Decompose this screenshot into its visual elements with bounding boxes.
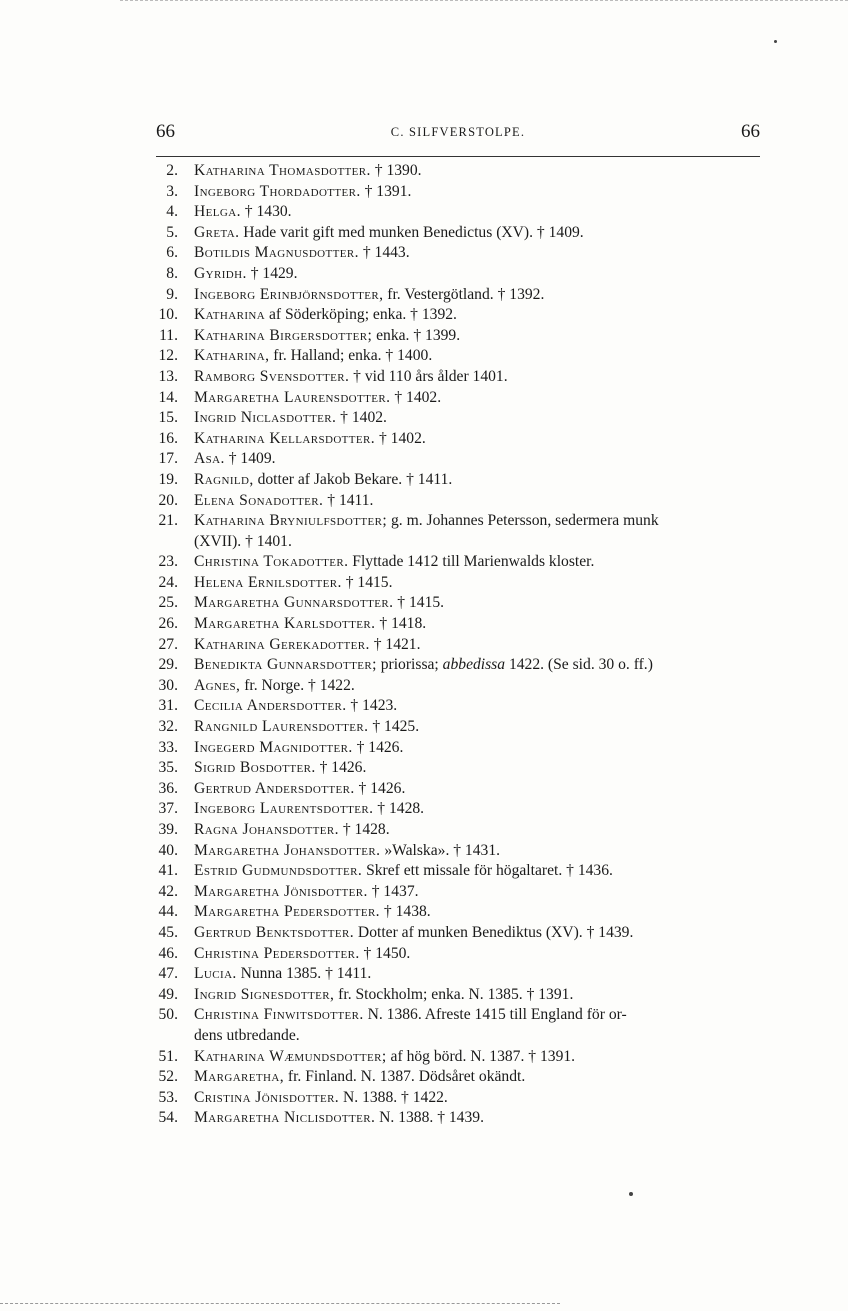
list-item: [148, 820, 770, 841]
running-head: C. SILFVERSTOLPE.: [390, 125, 526, 139]
entry-details: † 1415.: [393, 594, 445, 612]
list-item: [148, 491, 770, 512]
entry-details: † 1429.: [246, 264, 298, 282]
list-item: [148, 285, 770, 306]
list-item: [148, 779, 770, 800]
entry-number: 20.: [158, 491, 178, 509]
list-item: [148, 861, 770, 882]
entry-name: Katharina Gerekadotter.: [194, 635, 370, 653]
scan-speck: [629, 1192, 633, 1196]
entry-name: Ingrid Signesdotter,: [194, 985, 335, 1003]
list-item: [148, 326, 770, 347]
list-item: [148, 717, 770, 738]
list-item: [148, 614, 770, 635]
entry-text: [194, 408, 770, 429]
entry-continuation: [148, 1026, 770, 1047]
entry-name: Margaretha Jönisdotter.: [194, 882, 368, 900]
entry-name: Margaretha Pedersdotter.: [194, 903, 380, 921]
entry-text: [194, 573, 770, 594]
entry-name: Margaretha,: [194, 1068, 284, 1086]
list-item: [148, 511, 770, 532]
entry-text: [194, 1047, 770, 1068]
entry-details: Skref ett missale för högaltaret. † 1436.: [362, 862, 613, 880]
list-item: [148, 388, 770, 409]
entry-name: Margaretha Niclisdotter.: [194, 1109, 376, 1127]
entry-name: Katharina,: [194, 347, 270, 365]
entry-text: [194, 717, 770, 738]
entry-number: 8.: [166, 264, 178, 282]
entry-name: Lucia.: [194, 965, 237, 983]
list-item: [148, 655, 770, 676]
entry-details: † 1390.: [370, 162, 422, 179]
entry-number: 24.: [158, 573, 178, 591]
header-rule: [156, 156, 760, 157]
entry-name: Rangnild Laurensdotter.: [194, 718, 369, 736]
entry-text: [194, 491, 770, 512]
entry-text: [194, 902, 770, 923]
entry-text: [194, 1067, 770, 1088]
entry-details: † vid 110 års ålder 1401.: [349, 367, 508, 385]
entry-number: 23.: [158, 553, 178, 571]
entry-text: [194, 944, 770, 965]
list-item: [148, 449, 770, 470]
entry-details: † 1426.: [354, 779, 406, 797]
entry-name: Cecilia Andersdotter.: [194, 697, 347, 715]
entry-details: g. m. Johannes Petersson, sedermera munk: [387, 512, 659, 530]
list-item: [148, 223, 770, 244]
entry-details: † 1450.: [359, 944, 411, 962]
entry-details: † 1437.: [367, 882, 419, 900]
entry-name: Ragna Johansdotter.: [194, 821, 339, 838]
entry-details: af Söderköping; enka. † 1392.: [265, 306, 457, 324]
entry-number: 50.: [158, 1006, 178, 1024]
entry-number: 17.: [158, 450, 178, 468]
entry-name: Greta.: [194, 223, 240, 241]
entry-number: 52.: [158, 1068, 178, 1086]
list-item: [148, 676, 770, 697]
entry-text: [194, 429, 770, 450]
entry-text: [194, 449, 770, 470]
list-item: [148, 944, 770, 965]
page-number-right: 66: [741, 121, 760, 142]
entry-details: † 1430.: [240, 203, 292, 221]
entry-text: [194, 223, 770, 244]
scan-edge-bottom: [0, 1303, 560, 1305]
list-item: [148, 841, 770, 862]
list-item: [148, 367, 770, 388]
entry-number: 2.: [166, 162, 178, 179]
entry-text: [194, 1088, 770, 1109]
entry-number: 53.: [158, 1088, 178, 1106]
entry-details: † 1428.: [373, 800, 425, 818]
entry-number: 21.: [158, 512, 178, 530]
entry-details: † 1425.: [368, 718, 420, 736]
entry-name: Gertrud Benktsdotter.: [194, 923, 355, 941]
entry-details: N. 1388. † 1439.: [375, 1109, 484, 1127]
entry-number: 26.: [158, 615, 178, 633]
entry-number: 13.: [158, 367, 178, 385]
entry-details: Hade varit gift med munken Benedictus (XV). † 1409.: [239, 223, 584, 241]
entry-text: [194, 676, 770, 697]
entry-details: † 1421.: [369, 635, 421, 653]
entry-name: Estrid Gudmundsdotter.: [194, 862, 363, 880]
entry-name: Margaretha Johansdotter.: [194, 841, 381, 859]
entry-number: 4.: [166, 203, 178, 221]
entry-text: [194, 799, 770, 820]
entry-name: Christina Finwitsdotter.: [194, 1006, 364, 1024]
entry-details: »Walska». † 1431.: [380, 841, 501, 859]
entry-name: Ingeborg Thordadotter.: [194, 182, 361, 200]
entry-name: Gyridh.: [194, 264, 247, 282]
list-item: [148, 882, 770, 903]
entry-details: fr. Stockholm; enka. N. 1385. † 1391.: [334, 985, 574, 1003]
entry-text: [194, 285, 770, 306]
entry-number: 33.: [158, 738, 178, 756]
entry-text: [194, 758, 770, 779]
entry-number: 44.: [158, 903, 178, 921]
entry-details: Flyttade 1412 till Marienwalds kloster.: [348, 553, 595, 571]
entry-details: † 1428.: [338, 821, 390, 838]
entry-number: 12.: [158, 347, 178, 365]
entry-number: 54.: [158, 1109, 178, 1127]
list-item: [148, 573, 770, 594]
entry-continuation-text: (XVII). † 1401.: [194, 532, 292, 550]
entry-text: [194, 388, 770, 409]
entry-name: Helga.: [194, 203, 241, 221]
entry-number: 37.: [158, 800, 178, 818]
entry-details-italic: abbedissa: [442, 656, 506, 674]
list-item: [148, 202, 770, 223]
list-item: [148, 902, 770, 923]
entry-name: Margaretha Karlsdotter.: [194, 615, 376, 633]
entry-continuation-text: dens utbredande.: [194, 1026, 300, 1044]
entry-text: [194, 202, 770, 223]
entry-number: 10.: [158, 306, 178, 324]
entry-text: [194, 985, 770, 1006]
list-item: [148, 182, 770, 203]
list-item: [148, 964, 770, 985]
list-item: [148, 243, 770, 264]
list-item: [148, 305, 770, 326]
entry-number: 27.: [158, 635, 178, 653]
list-item: [148, 1047, 770, 1068]
entry-name: Ramborg Svensdotter.: [194, 367, 350, 385]
entry-name: Katharina Kellarsdotter.: [194, 429, 376, 447]
entry-number: 36.: [158, 779, 178, 797]
entry-text: [194, 161, 770, 182]
entry-number: 15.: [158, 409, 178, 427]
entry-name: Margaretha Laurensdotter.: [194, 388, 391, 406]
entry-number: 39.: [158, 821, 178, 838]
entry-name: Elena Sonadotter.: [194, 491, 324, 509]
entry-name: Katharina: [194, 306, 266, 324]
entry-number: 31.: [158, 697, 178, 715]
entry-details: † 1423.: [346, 697, 398, 715]
entry-name: Katharina Birgersdotter;: [194, 326, 373, 344]
page-number-left: 66: [156, 121, 175, 142]
list-item: [148, 1067, 770, 1088]
entry-details: enka. † 1399.: [372, 326, 461, 344]
entry-details: af hög börd. N. 1387. † 1391.: [386, 1047, 576, 1065]
entry-number: 16.: [158, 429, 178, 447]
entry-details: fr. Halland; enka. † 1400.: [269, 347, 433, 365]
entry-list: [148, 161, 770, 1129]
entry-name: Helena Ernilsdotter.: [194, 573, 342, 591]
entry-text: [194, 264, 770, 285]
list-item: [148, 1108, 770, 1129]
entry-name: Katharina Bryniulfsdotter;: [194, 512, 388, 530]
list-item: [148, 1088, 770, 1109]
entry-text: [194, 964, 770, 985]
entry-number: 9.: [166, 285, 178, 303]
entry-text: [194, 779, 770, 800]
entry-number: 19.: [158, 470, 178, 488]
entry-details: † 1391.: [360, 182, 412, 200]
entry-name: Benedikta Gunnarsdotter;: [194, 656, 377, 674]
entry-details: † 1402.: [390, 388, 442, 406]
entry-details: † 1402.: [336, 409, 387, 427]
entry-text: [194, 738, 770, 759]
entry-details: † 1415.: [341, 573, 393, 591]
entry-name: Ingrid Niclasdotter.: [194, 409, 337, 427]
entry-number: 42.: [158, 882, 178, 900]
entry-details: Dotter af munken Benediktus (XV). † 1439.: [354, 923, 634, 941]
entry-details: † 1418.: [375, 615, 427, 633]
entry-text: [194, 861, 770, 882]
entry-number: 3.: [166, 182, 178, 200]
entry-details: † 1426.: [315, 759, 367, 777]
entry-name: Margaretha Gunnarsdotter.: [194, 594, 394, 612]
entry-text: [194, 552, 770, 573]
entry-number: 45.: [158, 923, 178, 941]
list-item: [148, 408, 770, 429]
entry-text: [194, 470, 770, 491]
entry-text: [194, 243, 770, 264]
entry-text: [194, 614, 770, 635]
entry-name: Christina Pedersdotter.: [194, 944, 360, 962]
entry-number: 5.: [166, 223, 178, 241]
entry-text: [194, 1005, 770, 1026]
list-item: [148, 264, 770, 285]
entry-text: [194, 305, 770, 326]
entry-number: 14.: [158, 388, 178, 406]
entry-text: [194, 882, 770, 903]
list-item: [148, 923, 770, 944]
entry-details: † 1438.: [380, 903, 431, 921]
entry-name: Ingeborg Erinbjörnsdotter,: [194, 285, 384, 303]
list-item: [148, 429, 770, 450]
entry-continuation: [148, 532, 770, 553]
entry-details: priorissa;: [376, 656, 443, 674]
entry-details: † 1426.: [352, 738, 404, 756]
list-item: [148, 552, 770, 573]
entry-details: † 1411.: [323, 491, 374, 509]
entry-number: 29.: [158, 656, 178, 674]
list-item: [148, 470, 770, 491]
entry-details: † 1443.: [358, 244, 410, 262]
entry-number: 49.: [158, 985, 178, 1003]
entry-name: Agnes,: [194, 676, 241, 694]
entry-name: Ragnild,: [194, 470, 254, 488]
entry-number: 25.: [158, 594, 178, 612]
entry-details: fr. Finland. N. 1387. Dödsåret okändt.: [284, 1068, 526, 1086]
entry-name: Sigrid Bosdotter.: [194, 759, 316, 777]
entry-name: Ingeborg Laurentsdotter.: [194, 800, 374, 818]
entry-number: 11.: [159, 326, 178, 344]
entry-name: Katharina Thomasdotter.: [194, 162, 371, 179]
entry-details: † 1409.: [224, 450, 276, 468]
entry-text: [194, 923, 770, 944]
entry-text: [194, 841, 770, 862]
entry-number: 32.: [158, 718, 178, 736]
entry-details: fr. Norge. † 1422.: [240, 676, 355, 694]
entry-name: Ingegerd Magnidotter.: [194, 738, 353, 756]
list-item: [148, 1005, 770, 1026]
list-item: [148, 161, 770, 182]
entry-text: [194, 1108, 770, 1129]
entry-details: N. 1388. † 1422.: [339, 1088, 448, 1106]
entry-text: [194, 346, 770, 367]
entry-name: Botildis Magnusdotter.: [194, 244, 359, 262]
entry-name: Gertrud Andersdotter.: [194, 779, 355, 797]
list-item: [148, 696, 770, 717]
entry-text: [194, 820, 770, 841]
list-item: [148, 593, 770, 614]
list-item: [148, 799, 770, 820]
entry-name: Asa.: [194, 450, 225, 468]
list-item: [148, 985, 770, 1006]
entry-text: [194, 635, 770, 656]
entry-text: [194, 182, 770, 203]
entry-name: Katharina Wæmundsdotter;: [194, 1047, 387, 1065]
entry-number: 35.: [158, 759, 178, 777]
entry-number: 41.: [158, 862, 178, 880]
entry-number: 47.: [158, 965, 178, 983]
list-item: [148, 635, 770, 656]
entry-text: [194, 367, 770, 388]
entry-name: Christina Tokadotter.: [194, 553, 349, 571]
page-header: [156, 121, 760, 147]
scan-edge-top: [120, 0, 848, 2]
list-item: [148, 346, 770, 367]
entry-details: N. 1386. Afreste 1415 till England för or-: [363, 1006, 627, 1024]
entry-text: [194, 593, 770, 614]
list-item: [148, 738, 770, 759]
scan-speck: [774, 40, 777, 43]
entry-number: 51.: [158, 1047, 178, 1065]
entry-text: [194, 511, 770, 532]
list-item: [148, 758, 770, 779]
entry-text: [194, 326, 770, 347]
entry-number: 40.: [158, 841, 178, 859]
entry-details-tail: 1422. (Se sid. 30 o. ff.): [505, 656, 653, 674]
entry-text: [194, 696, 770, 717]
entry-details: Nunna 1385. † 1411.: [236, 965, 372, 983]
entry-details: fr. Vestergötland. † 1392.: [383, 285, 545, 303]
entry-text: [194, 655, 770, 676]
entry-number: 46.: [158, 944, 178, 962]
entry-details: dotter af Jakob Bekare. † 1411.: [253, 470, 453, 488]
entry-number: 6.: [166, 244, 178, 262]
entry-name: Cristina Jönisdotter.: [194, 1088, 340, 1106]
entry-details: † 1402.: [375, 429, 426, 447]
entry-number: 30.: [158, 676, 178, 694]
